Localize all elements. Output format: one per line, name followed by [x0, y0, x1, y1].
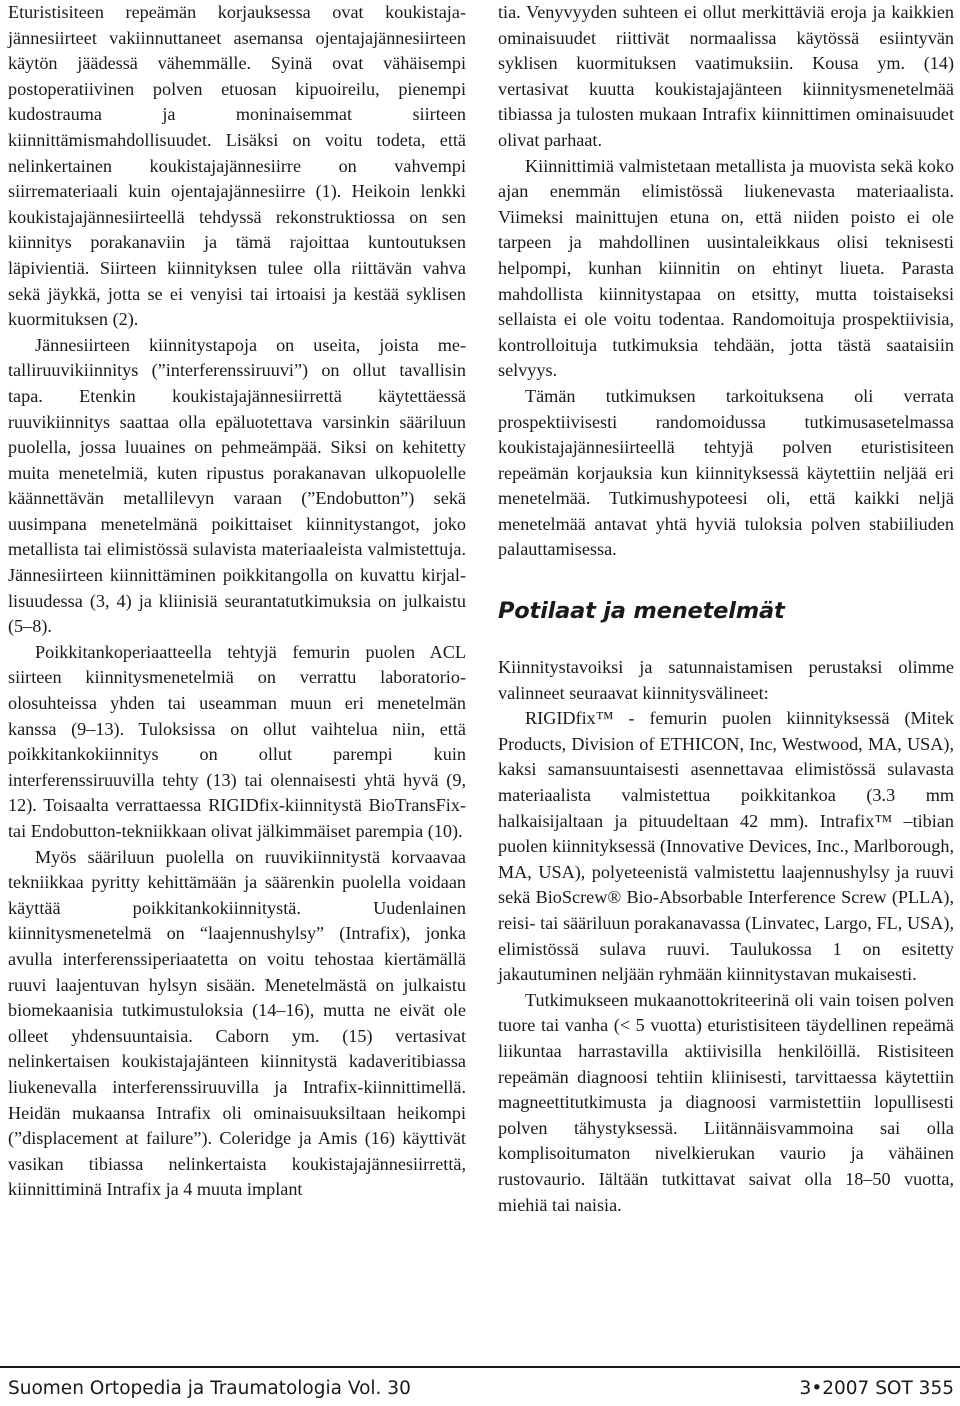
- footer-rule: [0, 1366, 960, 1368]
- body-paragraph: Eturistisiteen repeämän korjauksessa ovat koukistajajännesiirteet vakiinnuttaneet asemansa ojentajajännesiirteen käytön jäädessä vähemmälle. Syinä ovat vähäisempi postoperatiivinen polven etuosan kipuoireilu, pienempi kudostrauma ja moninaisemmat siirteen kiinnittämismahdollisuudet. Lisäksi on voitu todeta, että nelinkertainen koukistajajännesiirre on vahvempi siirremateriaali kuin ojentajajännesiirre (1). Heikoin lenkki koukistajajännesiirteellä tehdyssä rekonstruktiossa on sen kiinnitys porakanaviin ja tämä rajoittaa kuntoutuksen läpivientiä. Siirteen kiinnityksen tulee olla riittävän vahva sekä jäykkä, jotta se ei venyisi tai irtoaisi ja kestää syklisen kuormituksen (2).: [8, 2, 466, 330]
- body-paragraph: RIGIDfix™ - femurin puolen kiinnityksessä (Mitek Products, Division of ETHICON, Inc, Westwood, MA, USA), kaksi samansuuntaisesti asennettavaa elimistössä sulavasta materiaalista valmistettua poikkitankoa (3.3 mm halkaisijaltaan ja pituudeltaan 42 mm). Intrafix™ –tibian puolen kiinnityksessä (Innovative Devices, Inc., Marlborough, MA, USA), polyeteenistä valmistettu laajennushylsy ja ruuvi sekä BioScrew® Bio-Absorbable Interference Screw (PLLA), reisi- tai sääriluun porakanavassa (Linvatec, Largo, FL, USA), elimistössä sulava ruuvi. Taulukossa 1 on esitetty jakautuminen neljään ryhmään kiinnitystavan mukaisesti.: [498, 708, 954, 985]
- footer-journal-title: Suomen Ortopedia ja Traumatologia Vol. 30: [8, 1378, 411, 1399]
- section-heading: Potilaat ja menetelmät: [498, 598, 785, 625]
- body-paragraph: Tutkimukseen mukaanottokriteerinä oli vain toisen polven tuore tai vanha (< 5 vuotta) eturistisiteen täydellinen repeämä liikuntaa harrastavilla aktiivisilla henkilöillä. Ristisiteen repeämän diagnoosi tehtiin kliinisesti, tarvittaessa käytettiin magneettitutkimusta ja diagnoosi varmistettiin lopullisesti polven tähystyksessä. Liitännäisvammoina sai olla komplisoitumaton nivelkierukan vaurio ja vähäinen rustovaurio. Iältään tutkittavat saivat olla 18–50 vuotta, miehiä tai naisia.: [498, 989, 954, 1215]
- right-column: [498, 0, 954, 1218]
- body-paragraph: Tämän tutkimuksen tarkoituksena oli verrata prospektiivisesti randomoidussa tutkimusasetelmassa koukistajajännesiirteellä tehtyjä polven eturistisiteen repeämän korjauksia kun kiinnityksessä käytettiin neljää eri menetelmää. Tutkimushypoteesi oli, että kaikki neljä menetelmää antavat yhtä hyviä tuloksia polven stabiiliuden palauttamisessa.: [498, 385, 954, 560]
- left-column: [8, 0, 466, 1203]
- body-paragraph: Poikkitankoperiaatteella tehtyjä femurin puolen ACL siirteen kiinnitysmenetelmiä on verrattu laboratorio-olosuhteissa yhden tai useamman muun eri menetelmän kanssa (9–13). Tuloksissa on ollut vaihtelua niin, että poikkitankokiinnitys on ollut parempi kuin interferenssiruuvilla tehty (13) tai olennaisesti yhtä hyvä (9, 12). Toisaalta verrattaessa RIGIDfix-kiinnitystä BioTransFix- tai Endobutton-tekniikkaan olivat jälkimmäiset parempia (10).: [8, 641, 466, 841]
- footer-page-info: 3•2007 SOT 355: [799, 1378, 954, 1399]
- body-paragraph: tia. Venyvyyden suhteen ei ollut merkittäviä eroja ja kaikkien ominaisuudet riittivät normaalissa käytössä esiintyvän syklisen kuormituksen vaatimuksiin. Kousa ym. (14) vertasivat kuutta koukistajajänteen kiinnitysmenetelmää tibiassa ja tulosten mukaan Intrafix kiinnittimen ominaisuudet olivat parhaat.: [498, 2, 954, 150]
- body-paragraph: Kiinnittimiä valmistetaan metallista ja muovista sekä koko ajan enemmän elimistössä liukenevasta materiaalista. Viimeksi mainittujen etuna on, että niiden poisto ei ole tarpeen ja mahdollinen uusintaleikkaus olisi teknisesti helpompi, kunhan kiinnitin on ehtinyt liueta. Parasta mahdollista kiinnitystapaa on etsitty, mutta toistaiseksi sellaista ei ole voitu todentaa. Randomoituja prospektiivisia, kontrolloituja tutkimuksia tehdään, jotta tästä saataisiin selvyys.: [498, 155, 954, 381]
- body-paragraph: Kiinnitystavoiksi ja satunnaistamisen perustaksi olimme valinneet seuraavat kiinnitysvälineet:: [498, 657, 954, 703]
- body-paragraph: Myös sääriluun puolella on ruuvikiinnitystä korvaavaa tekniikkaa pyritty kehittämään ja säärenkin puolella voidaan käyttää poikkitankokiinnitystä. Uudenlainen kiinnitysmenetelmä on “laajennushylsy” (Intrafix), jonka avulla interferenssiperiaatetta on voitu tehostaa kiertämällä ruuvi laajentuvan hylsyn sisään. Menetelmästä on julkaistu biomekaanisia tutkimustuloksia (14–16), mutta ne eivät ole olleet yhdensuuntaisia. Caborn ym. (15) vertasivat nelinkertaisen koukistajajänteen kiinnitystä kadaveritibiassa liukenevalla interferenssiruuvilla ja Intrafix-kiinnittimellä. Heidän mukaansa Intrafix oli ominaisuuksiltaan heikompi (”displacement at failure”). Coleridge ja Amis (16) käyttivät vasikan tibiassa nelinkertaista koukistajajännesiirrettä, kiinnittiminä Intrafix ja 4 muuta implant: [8, 846, 466, 1200]
- body-paragraph: Jännesiirteen kiinnitystapoja on useita, joista metalliruuvikiinnitys (”interferenssiruuvi”) on ollut tavallisin tapa. Etenkin koukistajajännesiirrettä käytettäessä ruuvikiinnitys saattaa olla epäluotettava varsinkin sääriluun puolella, jossa luuaines on pehmeämpää. Siksi on kehitetty muita menetelmiä, kuten ripustus porakanavan ulkopuolelle käännettävän metallilevyn varaan (”Endobutton”) sekä uusimpana menetelmänä poikittaiset kiinnitystangot, joko metallista tai elimistössä sulavista materiaaleista valmistettuja. Jännesiirteen kiinnittäminen poikkitangolla on kuvattu kirjallisuudessa (3, 4) ja kliinisiä seurantatutkimuksia on julkaistu (5–8).: [8, 334, 466, 637]
